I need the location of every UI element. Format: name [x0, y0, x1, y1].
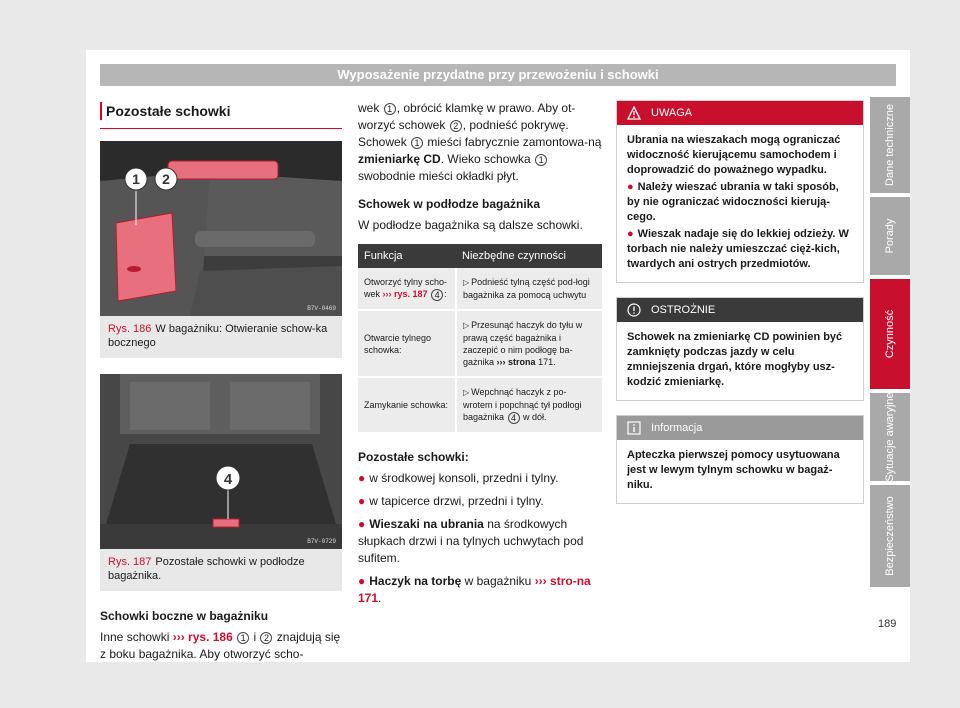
text: Przesunąć haczyk do tyłu w prawą część bagażnika i zaczepić o nim podłogę ba-gażnika	[463, 320, 583, 367]
warning-body	[617, 125, 863, 282]
functions-table	[358, 244, 602, 434]
page-ref-link[interactable]: stro-na 171	[358, 573, 591, 605]
caption-label: Rys. 187	[108, 556, 152, 568]
text: Podnieść tylną część pod-łogi bagażnika za pomocą uchwytu	[463, 277, 590, 300]
warning-title: UWAGA	[651, 107, 693, 119]
trunk-floor-illustration	[100, 374, 342, 549]
exclamation-circle-icon	[627, 303, 641, 317]
bullet-icon: ●	[358, 516, 366, 531]
tab-label: Dane techniczne	[884, 104, 896, 186]
section-title: Pozostałe schowki	[100, 102, 342, 120]
table-header: Funkcja	[358, 244, 456, 268]
page	[86, 50, 910, 662]
figure-187-caption	[100, 549, 342, 591]
table-cell: Otwarcie tylnego schowka:	[358, 310, 456, 377]
subhead-floor-compartment: Schowek w podłodze bagażnika	[358, 197, 541, 211]
table-row	[358, 268, 602, 310]
num-badge: 1	[384, 103, 396, 115]
text: :	[444, 289, 447, 300]
text: mieści fabrycznie zamontowa-ną	[424, 135, 602, 149]
warning-header	[617, 101, 863, 125]
text: . Wieko schowka	[440, 152, 535, 166]
intro-text: W podłodze bagażnika są dalsze schowki.	[358, 218, 583, 232]
bold-text: Wieszaki na ubrania	[369, 516, 484, 531]
warning-triangle-icon	[627, 106, 641, 120]
num-badge: 2	[260, 632, 272, 644]
ref-arrow: ›››	[534, 573, 547, 588]
left-column	[100, 102, 342, 663]
table-row	[358, 310, 602, 377]
table-header: Niezbędne czynności	[456, 244, 602, 268]
tab-label: Sytuacje awaryjne	[884, 392, 896, 482]
caution-header	[617, 298, 863, 322]
info-title: Informacja	[651, 422, 703, 434]
bullet-icon: ●	[358, 573, 366, 588]
figure-code: B7V-0469	[307, 305, 336, 312]
marker-4: 4	[223, 471, 233, 488]
num-badge: 1	[535, 154, 547, 166]
text: w tapicerce drzwi, przedni i tylny.	[369, 493, 544, 508]
tab-dane-techniczne[interactable]	[870, 97, 910, 193]
figure-code: B7V-0729	[307, 538, 336, 545]
num-badge: 2	[450, 120, 462, 132]
text: 171.	[535, 357, 556, 367]
chapter-tabs	[870, 97, 910, 591]
caption-text: Pozostałe schowki w podłodze bagażnika.	[108, 556, 305, 582]
text: , obrócić klamkę w prawo. Aby ot-worzyć schowek	[358, 101, 576, 132]
bullet-icon: ●	[358, 493, 366, 508]
table-row	[358, 377, 602, 433]
right-column	[616, 100, 864, 518]
caution-body: Schowek na zmieniarkę CD powinien być zamknięty podczas jazdy w celu zmniejszenia drgań, które mogłyby usz-kodzić zmieniarkę.	[627, 331, 843, 388]
list-item	[627, 180, 853, 225]
caption-text: W bagażniku: Otwieranie schow-ka bocznego	[108, 323, 328, 349]
text: w dół.	[520, 412, 547, 422]
caution-box	[616, 297, 864, 401]
figure-ref-link[interactable]: rys. 187	[394, 289, 428, 300]
triangle-icon: ▷	[463, 388, 470, 397]
tab-label: Porady	[884, 218, 896, 254]
list-item	[358, 493, 602, 510]
text: , podnieść pokrywę. Schowek	[358, 118, 569, 149]
text: Wepchnąć haczyk z po-wrotem i popchnąć tył podłogi bagażnika	[463, 387, 582, 422]
list-item	[358, 573, 602, 607]
num-badge: 4	[431, 289, 443, 301]
triangle-icon: ▷	[463, 278, 470, 287]
paragraph	[358, 100, 602, 185]
warning-box	[616, 100, 864, 283]
bold-text: zmieniarkę CD	[358, 152, 441, 166]
text: w bagażniku	[461, 573, 535, 588]
tab-sytuacje-awaryjne[interactable]	[870, 393, 910, 481]
ref-arrow: ›››	[382, 289, 392, 300]
info-icon	[627, 421, 641, 435]
info-body: Apteczka pierwszej pomocy usytuowana jest w lewym tylnym schowku w bagaż-niku.	[627, 449, 840, 491]
figure-ref-link[interactable]: rys. 186	[188, 630, 233, 644]
text: na środkowych słupkach drzwi i na tylnych uchwytach pod sufitem.	[358, 516, 584, 565]
tab-bezpieczenstwo[interactable]	[870, 485, 910, 587]
table-cell	[456, 377, 602, 433]
table-cell	[456, 268, 602, 310]
paragraph	[100, 629, 342, 663]
table-cell: Zamykanie schowka:	[358, 377, 456, 433]
text: Otworzyć tylny scho-wek	[364, 277, 448, 300]
page-number: 189	[878, 618, 897, 630]
caption-label: Rys. 186	[108, 323, 152, 335]
text: w środkowej konsoli, przedni i tylny.	[369, 470, 559, 485]
warning-text: Ubrania na wieszakach mogą ograniczać widoczność kierującemu samochodem i doprowadzić do poważnego wypadku.	[627, 134, 841, 176]
list-item	[627, 227, 853, 272]
trunk-side-illustration	[100, 141, 342, 316]
num-badge: 1	[237, 632, 249, 644]
tab-porady[interactable]	[870, 197, 910, 275]
tab-label: Czynność	[884, 309, 896, 359]
text: znajdują się z boku bagażnika. Aby otworzyć scho-	[100, 630, 341, 661]
table-cell	[358, 268, 456, 310]
figure-186	[100, 141, 342, 316]
table-cell	[456, 310, 602, 377]
marker-1: 1	[132, 171, 140, 187]
text: i	[250, 630, 260, 644]
info-box	[616, 415, 864, 504]
subhead-side-compartments: Schowki boczne w bagażniku	[100, 609, 269, 623]
list-item	[358, 470, 602, 487]
page-ref-link[interactable]: strona	[508, 357, 536, 367]
middle-column	[358, 100, 602, 607]
figure-186-caption	[100, 316, 342, 358]
tab-czynnosc[interactable]	[870, 279, 910, 389]
warning-text: Wieszak nadaje się do lekkiej odzieży. W torbach nie należy umieszczać cięż-kich, twardych ani ostrych przedmiotów.	[627, 228, 849, 270]
caution-title: OSTROŻNIE	[651, 304, 716, 316]
num-badge: 4	[508, 412, 520, 424]
marker-2: 2	[162, 171, 170, 187]
tab-label: Bezpieczeństwo	[884, 496, 896, 576]
table-header-row	[358, 244, 602, 268]
bold-text: Haczyk na torbę	[369, 573, 462, 588]
triangle-icon: ▷	[463, 321, 470, 330]
text: wek	[358, 101, 383, 115]
ref-arrow: ›››	[496, 357, 506, 367]
ref-arrow: ›››	[172, 630, 185, 644]
text: .	[378, 590, 382, 605]
bullet-icon: ●	[627, 181, 634, 193]
bullet-icon: ●	[358, 470, 366, 485]
num-badge: 1	[411, 137, 423, 149]
bullet-icon: ●	[627, 228, 634, 240]
warning-text: Należy wieszać ubrania w taki sposób, by nie ograniczać widoczności kierują-cego.	[627, 181, 839, 223]
subhead-other-compartments: Pozostałe schowki:	[358, 449, 469, 464]
text: swobodnie mieści okładki płyt.	[358, 169, 519, 183]
text: Inne schowki	[100, 630, 173, 644]
title-rule	[100, 128, 342, 129]
list-item	[358, 516, 602, 567]
info-header	[617, 416, 863, 440]
figure-187	[100, 374, 342, 549]
chapter-header: Wyposażenie przydatne przy przewożeniu i schowki	[100, 64, 896, 86]
